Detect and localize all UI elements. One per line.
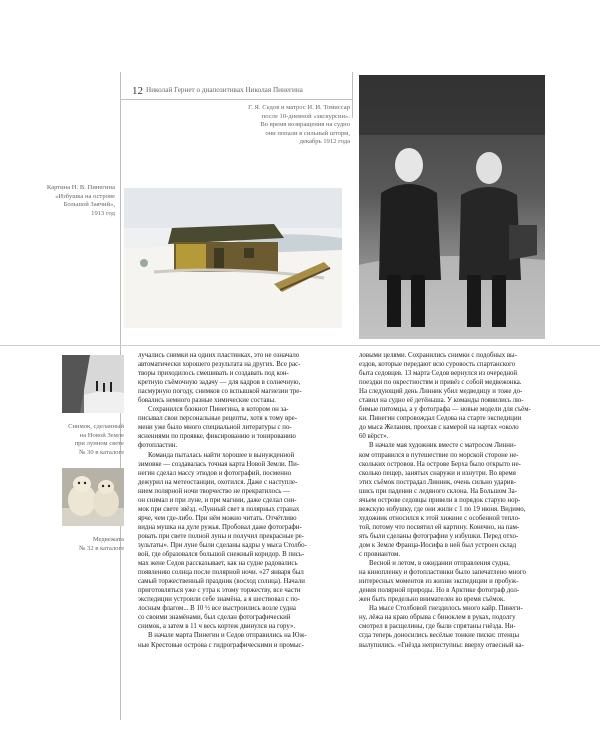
text-line: мок при свете звёзд. «Лунный свет в полярных странах bbox=[138, 505, 300, 513]
caption-moonlight-photo: Снимок, сделанный на Новой Земле при лунном свете № 30 в каталоге bbox=[68, 423, 124, 456]
caption-sedov-photo: Г. Я. Седов и матрос И. И. Томиссар после 10-дневной «экскурсии». Во время возвращения на судно они попали в сильный шторм, декабрь 1912 года bbox=[248, 104, 350, 145]
text-line: Команда пыталась найти хорошее в вынужденной bbox=[148, 451, 295, 459]
text-line: В начале марта Пинегин и Седов отправились на Юж- bbox=[148, 632, 307, 640]
bear-cubs-photo bbox=[62, 468, 124, 526]
text-line: В начале мая художник вместе с матросом Линни- bbox=[369, 442, 516, 450]
text-line: вежскую избушку, где они жили с 1 по 19 июня. Видимо, bbox=[359, 505, 526, 513]
text-line: Весной и летом, в ожидании отправления судна, bbox=[369, 560, 510, 568]
text-line: снимок, а затем в 11 ч весь кортеж двинулся на гору». bbox=[138, 623, 296, 631]
text-line: ездов, которые передают всю суровость спартанского bbox=[359, 361, 516, 369]
sedov-tomissar-photo bbox=[359, 75, 545, 339]
text-line: мени уже было много специальной литературы с по- bbox=[138, 424, 292, 432]
caption-bears-photo: Медвежата № 32 в каталоге bbox=[79, 536, 124, 552]
text-line: на кинопленку и фотопластинки было запечатлено много bbox=[359, 569, 526, 577]
text-line: появлению солнца после полярной ночи. «27 января был bbox=[138, 569, 304, 577]
text-line: 60 вёрст». bbox=[359, 433, 389, 441]
text-line: вылупились. «Гнёзда неприступны: вверху отвесный ка- bbox=[359, 641, 524, 649]
text-line: творы приходилось смешивать и создавать под кон- bbox=[138, 370, 289, 378]
text-line: быта седовцев. 13 марта Седов вернулся из очередной bbox=[359, 370, 518, 378]
page-number: 12 bbox=[132, 85, 143, 97]
text-line: ком отправился в путешествие по морской стороне не- bbox=[359, 451, 519, 459]
text-line: зультаты». При луне были сделаны кадры у мыса Столбо- bbox=[138, 541, 307, 549]
text-line: смотрел в расщелины, где были спрятаны гнёзда. Ни- bbox=[359, 623, 516, 631]
text-line: художник относился к этой хижине с особенной теплo- bbox=[359, 514, 521, 522]
text-line: сколько пещер, занятых снаружи и изнутри. Во время bbox=[359, 469, 516, 477]
text-line: бовались немного разные химические составы. bbox=[138, 397, 276, 405]
text-line: самый торжественный праздник (восход солнца). Начали bbox=[138, 578, 305, 586]
text-line: ярче, чем где-либо. При нём можно читать. Отчётливо bbox=[138, 514, 297, 522]
text-line: сгда теперь доносились весёлые тонкие писки: птенцы bbox=[359, 632, 520, 640]
text-line: поездки по окрестностям и привёз с собой медвежонка. bbox=[359, 379, 522, 387]
text-line: жен быть предельно внимателен во время съёмок. bbox=[359, 596, 505, 604]
text-line: ну, лёжа на краю обрыва с биноклем в руках, подолгу bbox=[359, 614, 516, 622]
text-line: кретную съёмочную задачу — для кадров в солнечную, bbox=[138, 379, 301, 387]
text-line: зимовке — создавалась точная карта Новой Земли. Пи- bbox=[138, 460, 300, 468]
moonlight-photo bbox=[62, 355, 124, 413]
text-line: ки. Пинегин сопровождал Седова на старте экспедиции bbox=[359, 415, 522, 423]
text-line: ячьем острове седовцы привели в порядок старую нор- bbox=[359, 496, 521, 504]
text-line: дения полярной природы. Но в Арктике фотограф дол- bbox=[359, 587, 520, 595]
text-line: вой, где образовался большой снежный коридор. В пись- bbox=[138, 551, 305, 559]
text-line: ловыми целями. Сохранились снимки с подобных вы- bbox=[359, 352, 517, 359]
text-line: дежурил на метеостанции, охотился. Даже с наступле- bbox=[138, 478, 298, 486]
text-line: со своими знамёнами, был сделан фотографический bbox=[138, 614, 291, 622]
text-line: лучались снимки на одних пластинках, это не означало bbox=[138, 352, 300, 359]
text-line: интересных моментов из жизни экспедиции и пробуж- bbox=[359, 578, 519, 586]
text-line: мах жене Седов рассказывает, как на судне радовались bbox=[138, 560, 298, 568]
text-line: яснениями по проявке, фиксированию и тонированию bbox=[138, 433, 296, 441]
text-line: ять были сделаны фотографии у избушки. Перед отхо- bbox=[359, 532, 519, 540]
text-line: с провиантом. bbox=[359, 551, 401, 559]
text-line: видна мушка на дуле ружья. Пробовал даже фотографи- bbox=[138, 523, 302, 531]
vertical-guide-mid bbox=[352, 72, 353, 118]
text-line: скольких островов. На острове Берха было открыто не- bbox=[359, 460, 521, 468]
text-line: приготовляться уже с утра к этому торжеству, все части bbox=[138, 587, 301, 595]
text-line: фотопластин. bbox=[138, 442, 178, 450]
body-column-2 bbox=[359, 351, 561, 650]
text-line: ные Крестовые острова с гидрографическими и промыс- bbox=[138, 641, 304, 649]
text-line: дом к Земле Франца-Иосифа в ней был устроен склад bbox=[359, 541, 517, 549]
text-line: экспедиции устроили себе знамёна, а я шествовал с по- bbox=[138, 596, 300, 604]
text-line: той, потому что посвятил ей картину. Конечно, на пам- bbox=[359, 523, 520, 531]
caption-painting: Картина Н. В. Пинегина «Избушка на острове Большой Заячий», 1913 год bbox=[46, 184, 115, 217]
painting-hut-on-island bbox=[124, 188, 342, 328]
text-line: шись при падении с ледяного склона. На Большом За- bbox=[359, 487, 517, 495]
text-line: ровать при свете полной луны и получил прекрасные ре- bbox=[138, 532, 304, 540]
text-line: На следующий день Линник убил медведицу и тоже до- bbox=[359, 388, 523, 396]
text-line: автоматически хорошего результата на других. Все рас- bbox=[138, 361, 301, 369]
body-column-1 bbox=[138, 351, 340, 650]
text-line: Сохранился блокнот Пинегина, в котором он за- bbox=[148, 406, 289, 414]
text-line: пасмурную погоду, снимков со вспышкой магнезии тре- bbox=[138, 388, 302, 396]
header-divider bbox=[120, 99, 352, 100]
mid-divider bbox=[0, 345, 600, 346]
running-header-title: Николай Гернет о диапозитивах Николая Пинегина bbox=[146, 86, 303, 94]
text-line: ставил на судно её детёнышa. У команды появились лю- bbox=[359, 397, 524, 405]
text-line: нием полярной ночи творчество не прекратилось — bbox=[138, 487, 290, 495]
text-line: На мысе Столбовой гнездилось много кайр. Пинеги- bbox=[369, 605, 523, 613]
text-line: до мыса Желания, проехав с камерой на нартах «около bbox=[359, 424, 519, 432]
text-line: он снимал и при луне, и при магнии, даже сделал сни- bbox=[138, 496, 297, 504]
text-line: лосным флагом... В 10 ½ все выстроились возле судна bbox=[138, 605, 296, 613]
text-line: негин сделал массу этюдов и фотографий, посменно bbox=[138, 469, 292, 477]
text-line: бимые питомцы, а у фотографа — новые модели для съём- bbox=[359, 406, 531, 414]
text-line: этих съёмок пострадал Линник, очень сильно ударив- bbox=[359, 478, 517, 486]
text-line: писывал свои персональные рецепты, хотя к тому вре- bbox=[138, 415, 297, 423]
